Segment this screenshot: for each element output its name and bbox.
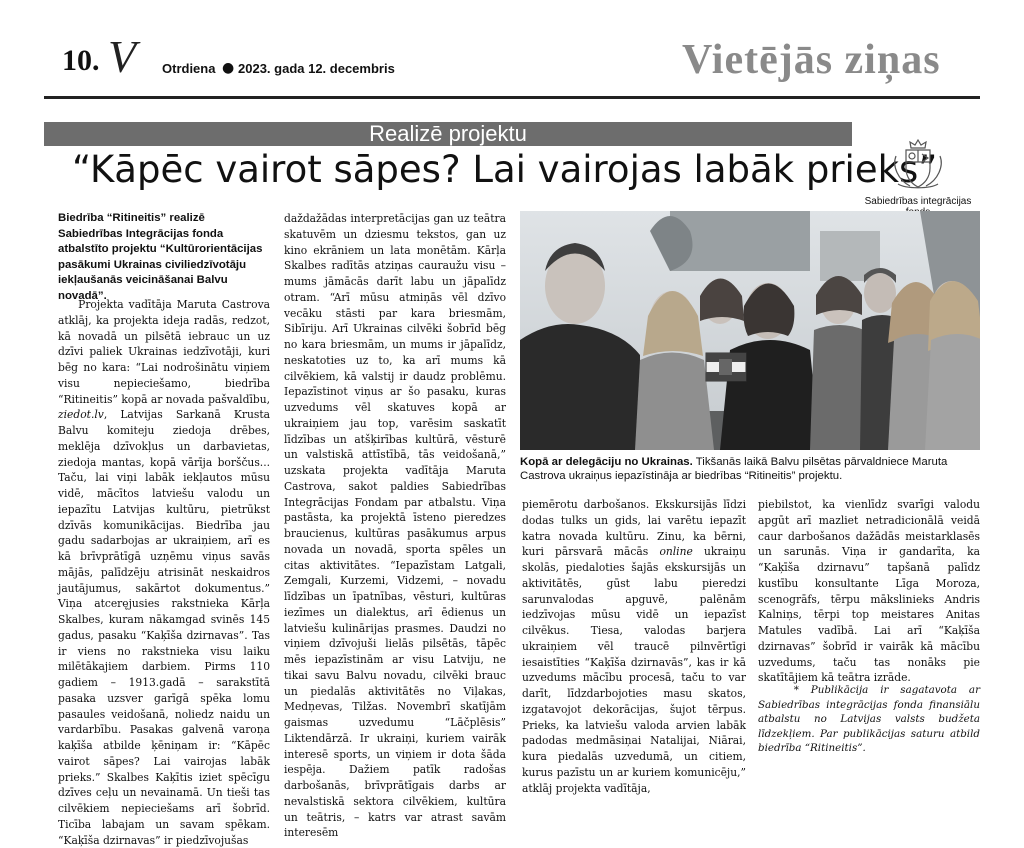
article-photo [520, 211, 980, 450]
issue-date: 2023. gada 12. decembris [238, 61, 395, 76]
article-column-4: piebilstot, ka vienlīdz svarīgi valodu apgūt arī mazliet netradicionālā veidā caur darbošanos dažādās meistarklasēs un sarunās. Viņa ir gandarīta, ka “Kaķīša dzirnavu” tapšanā palīdz kustību konsultante Līga Moroza, scenogrāfs, tērpu mākslinieks Andris Kalniņs, tērpi top meistares Anitas Matules vadībā. Lai arī “Kaķīša dzirnavas” šobrīd ir vairāk kā mācību uzvedums, taču tas nonāks pie skatītājiem kā teātra izrāde. [758, 498, 980, 685]
article-column-3 [522, 497, 746, 796]
caption-text: Tikšanās laikā Balvu pilsētas pārvaldniece Maruta Castrova ukraiņus iepazīstināja ar biedrības “Ritineitis” projektu. [520, 456, 948, 482]
rubric-label: Realizē projektu [369, 121, 527, 146]
group-photo-image [520, 211, 980, 450]
article-column-2: daždažādas interpretācijas gan uz teātra skatuvēm un dziesmu tekstos, gan uz kino ekrāniem un lata monētām. Kārļa Skalbes radītās atziņas cauraužu visu – mums jāmācās darīt labu un jāpalīdz otram. “Arī mūsu atmiņās vēl dzīvo vecāku stāsti par kara briesmām, Sibīriju. Arī Ukrainas cilvēki šobrīd bēg no kara briesmām, un mums ir jāpalīdz, neskatoties uz to, ka arī mums kā cilvēkiem, kā valstij ir daudz problēmu. Iepazīstinot viņus ar šo pasaku, kuras uzvedums vēl skatuves kopā ar ukraiņiem jau top, varēsim saskatīt līdzības un atšķirības kultūrā, vēsturē un valstiskā attīstībā, tās veidošanā,” uzskata projekta vadītāja Maruta Castrova, sakot paldies Sabiedrības Integrācijas Fondam par atbalstu. Viņa pastāsta, ka projektā īsteno pieredzes braucienus, kultūras pasākumus arpus novada un novadā, sporta spēles un citas aktivitātes. “Iepazīstam Latgali, Zemgali, Kurzemi, Vidzemi, – novadu līdzības un īpatnības, vēsturi, kultūras iezīmes un dialektus, arī ēdienus un latviešu kulinārijas prasmes. Daudzi no viņiem dzīvojuši lielās pilsētās, tāpēc mēs iepazīstinām ar visu Latviju, ne tikai savu Balvu novadu, cilvēki brauc un piedalās aktivitātēs no Viļakas, Medņevas, Tilžas. Novembrī skatījām gaismas uzvedumu “Lāčplēsis” Liktendārzā. Ir ukraiņi, kuriem vairāk interesē sports, un viņiem ir dota šāda iespēja. Dažiem patīk radošas darbošanās, brīvprātīgais darbs ar nevalstiskā sektora cilvēkiem, kultūra un teātris, – katrs var atrast savām interesēm [284, 212, 506, 840]
funding-note-text: Publikācija ir sagatavota ar Sabiedrības integrācijas fonda finansiālu atbalstu no Latvijas valsts budžeta līdzekļiem. Par publikācijas saturu atbild biedrība “Ritineitis”. [758, 684, 980, 754]
newspaper-logo: V [108, 31, 137, 82]
header-rule [44, 96, 980, 99]
note-asterisk: * [793, 684, 799, 696]
article-intro: Biedrība “Ritineitis” realizē Sabiedrības Integrācijas fonda atbalstīto projektu “Kultūrorientācijas pasākumi Ukrainas civiliedzīvotāju iekļaušanās veicināšanai Balvu novadā”. [58, 212, 263, 302]
issue-day: Otrdiena [162, 61, 216, 76]
photo-caption [520, 455, 980, 483]
column-1-emphasis: ziedot.lv [58, 408, 104, 422]
column-3-text-a: piemērotu darbošanos. Ekskursijās līdzi dodas tulks un gids, lai varētu iepazīt katra novada kultūru. Zinu, ka bērni, kuri pārsvarā mācās [522, 498, 746, 559]
article-column-1 [58, 297, 270, 848]
caption-lead: Kopā ar delegāciju no Ukrainas. [520, 456, 693, 468]
column-1-text-a: Projekta vadītāja Maruta Castrova atklāj, ka projekta ideja radās, redzot, kā novadā un pilsētā iebrauc un uz dzīvi paliek Ukrainas iedzīvotāji, kuri bēg no kara: “Lai nodrošinātu viņiem visu nepieciešamo, biedrība “Ritineitis” kopā ar novada pašvaldību, [58, 298, 271, 406]
column-3-emphasis: online [659, 545, 693, 559]
fund-logo-label: Sabiedrības integrācijas [864, 196, 972, 207]
column-3-text-b: ukraiņu skolās, piedaloties šajās ekskursijās un aktivitātēs, gūst labu pieredzi sarunvalodas apguvē, palēnām iedzīvojas mūsu vidē un iepazīst cilvēkus. Tiesa, valodas barjera ukraiņiem vēl traucē pilnvērtīgi iesaistīties “Kaķīša dzirnavās”, kas ir kā uzvedums mācību procesā, taču to var darīt, līdzdarbojoties masu skatos, izgatavojot dekorācijas, šujot tērpus. Prieks, ka latviešu valoda arvien labāk padodas medmāsiņai Natalijai, Niārai, kura piedalās uzvedumā, un citiem, kurus pazīstu un ar kuriem komunicēju,” atklāj projekta vadītāja, [522, 545, 747, 795]
column-1-text-b: , Latvijas Sarkanā Krusta Balvu komiteju ziedoja drēbes, meklēja dzīvokļus un darbavietas, ziedoja mantas, kopā vārīja borščus... Taču, lai viņi labāk iekļautos mūsu vidē, mācītos latviešu valodu un iepazītu Latvijas kultūru, pietrūkst dzīvās komunikācijas. Biedrība jau gadu sadarbojas ar ukraiņiem, arī es kā brīvprātīgā uzņēmu viņus savās mājās, palīdzēju atrisināt neskaidros jautājumus, sakārtot dokumentus.” Viņa atceręjusies rakstnieka Kārļa Skalbes, kuram nākamgad svinēs 145 gadus, pasaku “Kaķīša dzirnavas”. Tas ir viens no rakstnieka visu laiku milētākajiem darbiem. Pirms 110 gadiem – 1913.gadā – sarakstītā pasaka uzsver garīgā spēka lomu pasaules veidošanā, noliedz naidu un vardarbību. Pasakas galvenā varoņa kaķīša atbilde ķēniņam ir: “Kāpēc vairot sāpes? Lai vairojas labāk prieks.” Skalbes Kaķītis iziet spēcīgu dzīves ceļu un nevainamā. Un tieši tas cilvēkiem nepieciešams arī šobrīd. Ticība labajam un savam spēkam. “Kaķīša dzirnavas” ir piedzīvojušas [58, 408, 270, 847]
fund-logo [858, 134, 978, 216]
section-title: Vietējās ziņas [682, 37, 941, 83]
page-number: 10. [62, 44, 100, 77]
bullet-icon: ● [222, 60, 235, 76]
article-headline: “Kāpēc vairot sāpes? Lai vairojas labāk prieks” [72, 148, 938, 191]
coat-of-arms-icon [888, 136, 948, 192]
